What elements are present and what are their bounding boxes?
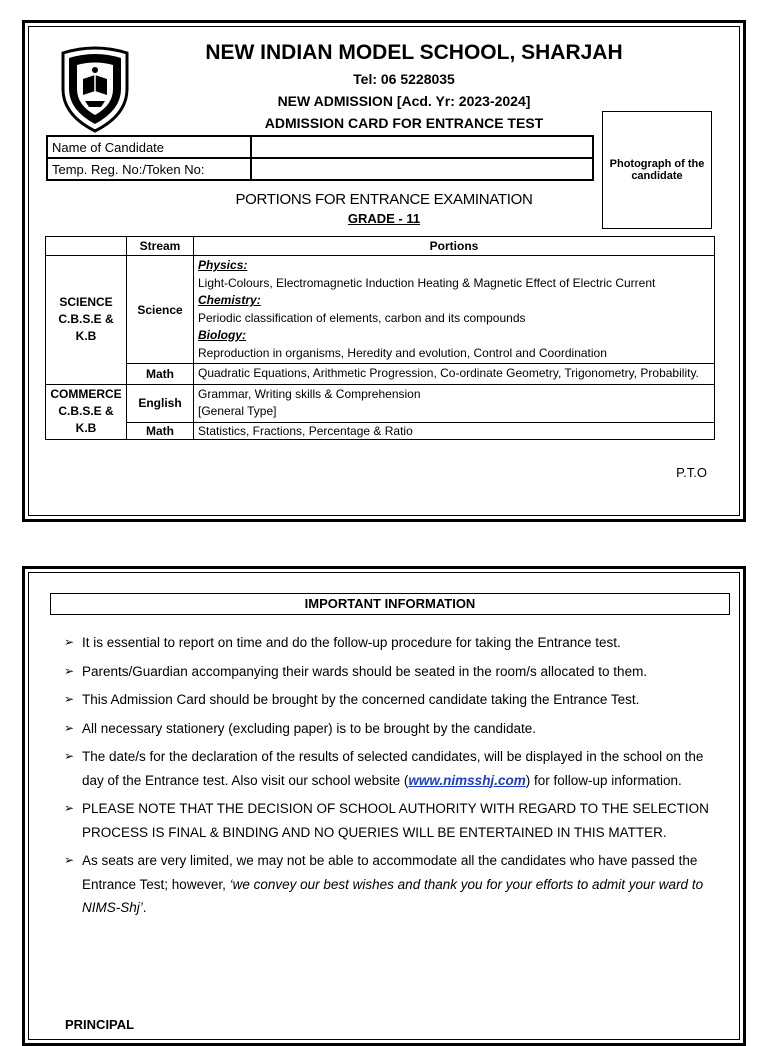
info-text: This Admission Card should be brought by the concerned candidate taking the Entrance Test. (82, 692, 640, 707)
group-line: C.B.S.E & (58, 404, 114, 418)
table-row (47, 136, 593, 158)
table-row (46, 384, 715, 422)
biology-title: Biology: (198, 328, 246, 342)
info-text: Parents/Guardian accompanying their wards should be seated in the room/s allocated to them. (82, 663, 648, 679)
principal-signature-label: PRINCIPAL (65, 1017, 135, 1032)
photo-label: Photograph of the candidate (609, 158, 705, 182)
group-line: K.B (75, 329, 97, 344)
chemistry-text: Periodic classification of elements, carbon and its compounds (198, 310, 526, 325)
stream-header: Stream (127, 237, 194, 256)
name-field[interactable] (251, 136, 593, 158)
school-name: NEW INDIAN MODEL SCHOOL, SHARJAH (205, 41, 623, 64)
physics-text: Light-Colours, Electromagnetic Induction Heating & Magnetic Effect of Electric Current (198, 275, 656, 290)
portions-table (45, 236, 715, 440)
science-math-stream-cell: Math (127, 364, 194, 385)
reg-label: Temp. Reg. No:/Token No: (47, 158, 251, 180)
group-line: C.B.S.E & (58, 312, 114, 327)
arrow-bullet-icon: ➢ (64, 635, 75, 649)
info-text: ) for follow-up information. (525, 772, 682, 788)
arrow-bullet-icon: ➢ (64, 853, 75, 867)
info-text: It is essential to report on time and do the follow-up procedure for taking the Entrance test. (82, 635, 621, 650)
commerce-group-cell (46, 384, 127, 439)
arrow-bullet-icon: ➢ (64, 749, 75, 763)
list-item (64, 745, 724, 792)
science-math-portions-cell: Quadratic Equations, Arithmetic Progression, Co-ordinate Geometry, Trigonometry, Probability. (194, 364, 715, 385)
information-card-inner-border (28, 572, 740, 1040)
commerce-math-stream-cell: Math (127, 422, 194, 439)
english-portions-cell (194, 384, 715, 422)
pto-label: P.T.O (676, 465, 707, 480)
english-stream-cell: English (127, 384, 194, 422)
info-list (64, 631, 724, 925)
list-item (64, 849, 724, 920)
science-stream-cell: Science (127, 256, 194, 364)
info-text: . (142, 900, 147, 915)
blank-header (46, 237, 127, 256)
group-line: SCIENCE (59, 295, 113, 310)
information-card (22, 566, 746, 1046)
science-portions-cell (194, 256, 715, 364)
name-label: Name of Candidate (47, 136, 251, 158)
arrow-bullet-icon: ➢ (64, 720, 75, 735)
list-item (64, 797, 724, 844)
english-type: [General Type] (198, 404, 277, 418)
table-row (46, 256, 715, 364)
reg-field[interactable] (251, 158, 593, 180)
table-row (46, 422, 715, 439)
telephone: Tel: 06 5228035 (353, 71, 455, 87)
list-item (64, 717, 724, 741)
admission-year: NEW ADMISSION [Acd. Yr: 2023-2024] (277, 93, 531, 109)
portions-heading: PORTIONS FOR ENTRANCE EXAMINATION (235, 191, 533, 208)
candidate-table (46, 135, 594, 181)
english-text: Grammar, Writing skills & Comprehension (198, 386, 421, 401)
arrow-bullet-icon: ➢ (64, 692, 75, 706)
info-text: The date/s for the declaration of the results of selected candidates, will be displayed in the school on the day of the Entrance test. Also visit our school website ( (82, 749, 704, 788)
biology-text: Reproduction in organisms, Heredity and evolution, Control and Coordination (198, 345, 607, 360)
group-line: K.B (75, 421, 97, 435)
card-title: ADMISSION CARD FOR ENTRANCE TEST (264, 115, 544, 131)
group-line: COMMERCE (50, 387, 122, 401)
table-row (47, 158, 593, 180)
commerce-math-portions-cell: Statistics, Fractions, Percentage & Ratio (194, 422, 715, 439)
chemistry-title: Chemistry: (198, 293, 261, 307)
admission-card (22, 20, 746, 522)
list-item (64, 660, 724, 684)
table-row (46, 364, 715, 385)
website-link[interactable]: www.nimsshj.com (408, 772, 526, 788)
info-quote: ‘we convey our best wishes and thank you for your efforts to admit your ward to NIMS-Shj’ (82, 876, 704, 915)
arrow-bullet-icon: ➢ (64, 663, 75, 678)
physics-title: Physics: (198, 258, 248, 272)
info-text: PLEASE NOTE THAT THE DECISION OF SCHOOL AUTHORITY WITH REGARD TO THE SELECTION PROCESS IS FINAL & BINDING AND NO QUERIES WILL BE ENTERTAINED IN THIS MATTER. (82, 801, 709, 840)
arrow-bullet-icon: ➢ (64, 801, 75, 815)
info-heading: IMPORTANT INFORMATION (50, 593, 730, 615)
list-item (64, 631, 724, 655)
info-text: As seats are very limited, we may not be able to accommodate all the candidates who have passed the Entrance Test; however, (82, 853, 698, 892)
table-header-row (46, 237, 715, 256)
portions-header: Portions (194, 237, 715, 256)
info-text: All necessary stationery (excluding paper) is to be brought by the candidate. (82, 720, 537, 736)
grade-label: GRADE - 11 (347, 211, 421, 226)
admission-card-inner-border (28, 26, 740, 516)
science-group-cell (46, 256, 127, 385)
list-item (64, 688, 724, 712)
